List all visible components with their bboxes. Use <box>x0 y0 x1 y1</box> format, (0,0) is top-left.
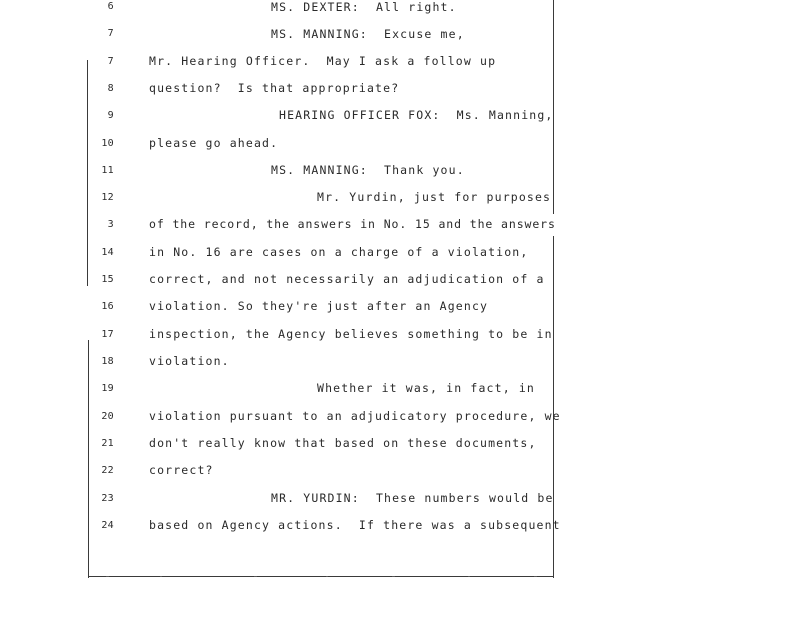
line-number: 8 <box>107 83 114 94</box>
transcript-line: in No. 16 are cases on a charge of a violation, <box>149 245 529 259</box>
transcript-line: based on Agency actions. If there was a subsequent <box>149 518 561 532</box>
line-number: 7 <box>107 56 114 67</box>
transcript-line: MS. MANNING: Thank you. <box>271 163 465 177</box>
left-margin-rule-bottom <box>88 340 89 578</box>
transcript-line: Whether it was, in fact, in <box>317 381 535 395</box>
transcript-line: violation. So they're just after an Agency <box>149 299 489 313</box>
line-number: 22 <box>101 465 114 476</box>
line-number: 7 <box>107 28 114 39</box>
line-number: 11 <box>101 165 114 176</box>
transcript-line: HEARING OFFICER FOX: Ms. Manning, <box>279 108 554 122</box>
transcript-line: MS. MANNING: Excuse me, <box>271 27 465 41</box>
transcript-line: violation pursuant to an adjudicatory procedure, we <box>149 409 561 423</box>
line-number: 3 <box>107 219 114 230</box>
transcript-line: inspection, the Agency believes something to be in <box>149 327 553 341</box>
line-number: 19 <box>101 383 114 394</box>
transcript-line: of the record, the answers in No. 15 and the answers <box>149 217 556 231</box>
line-number: 21 <box>101 438 114 449</box>
right-margin-rule-top <box>553 0 554 214</box>
line-number: 12 <box>101 192 114 203</box>
transcript-line: Mr. Yurdin, just for purposes <box>317 190 552 204</box>
line-number: 10 <box>101 138 114 149</box>
transcript-line: violation. <box>149 354 230 368</box>
line-number: 15 <box>101 274 114 285</box>
transcript-line: MS. DEXTER: All right. <box>271 0 457 14</box>
scan-specks <box>96 575 556 579</box>
left-margin-rule-top <box>87 60 88 286</box>
line-number: 24 <box>101 520 114 531</box>
line-number: 14 <box>101 247 114 258</box>
transcript-line: MR. YURDIN: These numbers would be <box>271 491 554 505</box>
line-number: 23 <box>101 493 114 504</box>
transcript-line: question? Is that appropriate? <box>149 81 400 95</box>
transcript-line: correct? <box>149 463 214 477</box>
line-number: 20 <box>101 411 114 422</box>
line-number: 6 <box>107 1 114 12</box>
transcript-line: Mr. Hearing Officer. May I ask a follow up <box>149 54 497 68</box>
line-number: 9 <box>107 110 114 121</box>
line-number: 16 <box>101 301 114 312</box>
transcript-line: please go ahead. <box>149 136 279 150</box>
line-number: 17 <box>101 329 114 340</box>
transcript-line: correct, and not necessarily an adjudication of a <box>149 272 545 286</box>
line-number: 18 <box>101 356 114 367</box>
transcript-line: don't really know that based on these documents, <box>149 436 537 450</box>
